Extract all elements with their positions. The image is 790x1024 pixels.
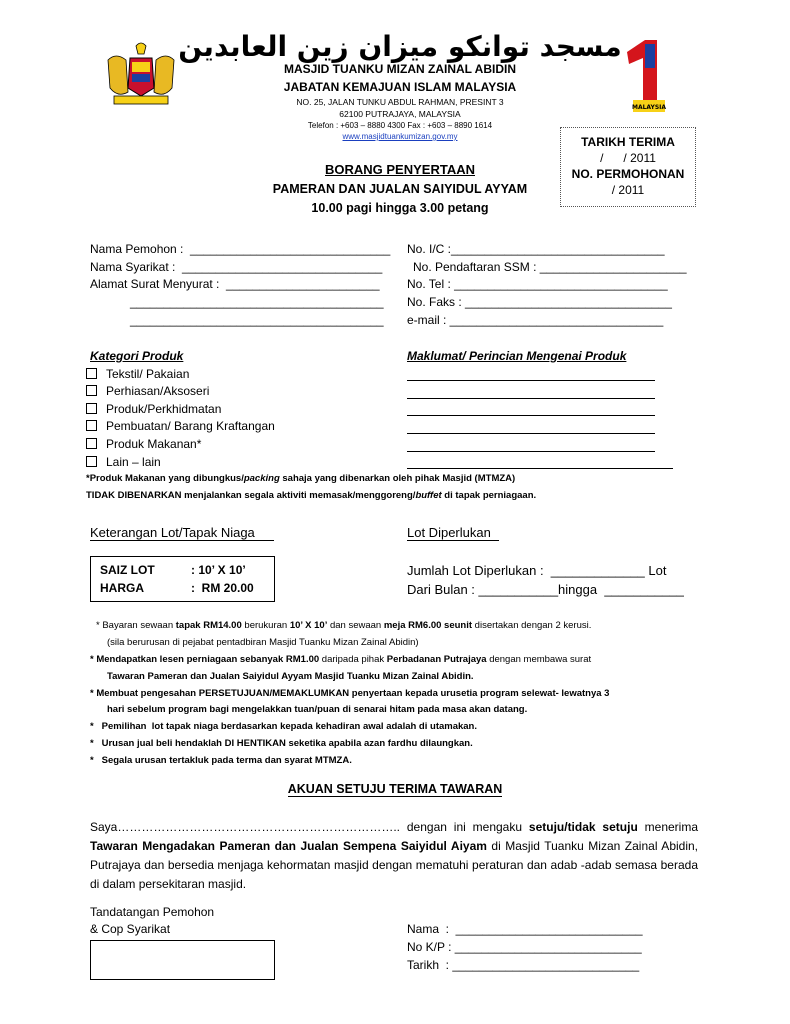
maklumat-line[interactable] <box>407 398 655 399</box>
address-line-2: 62100 PUTRAJAYA, MALAYSIA <box>339 109 461 119</box>
jumlah-lot-field[interactable]: Jumlah Lot Diperlukan : _____________ Lot <box>407 563 667 578</box>
checkbox-icon[interactable] <box>86 420 97 431</box>
kategori-item[interactable] <box>86 455 161 469</box>
checkbox-icon[interactable] <box>86 438 97 449</box>
sig-label-2: & Cop Syarikat <box>90 922 171 936</box>
signature-box[interactable] <box>90 940 275 980</box>
address-line-1: NO. 25, JALAN TUNKU ABDUL RAHMAN, PRESINT 3 <box>296 97 504 107</box>
kategori-label: Lain – lain <box>106 455 161 469</box>
note-lesen: * Mendapatkan lesen perniagaan sebanyak RM1.00 daripada pihak Perbadanan Putrajaya dengan membawa surat <box>90 654 592 665</box>
note-pengesahan: * Membuat pengesahan PERSETUJUAN/MEMAKLUMKAN penyertaan kepada urusetia program selewat- lewatnya 3 <box>90 688 610 699</box>
nama-syarikat-field[interactable]: Nama Syarikat : ______________________________ <box>90 260 383 274</box>
alamat-field[interactable]: Alamat Surat Menyurat : _______________________ <box>90 277 380 291</box>
1malaysia-logo-icon <box>615 38 670 123</box>
note-lesen-2: Tawaran Pameran dan Jualan Saiyidul Ayyam Masjid Tuanku Mizan Zainal Abidin. <box>107 671 474 682</box>
ssm-field[interactable]: No. Pendaftaran SSM : ______________________ <box>413 260 687 274</box>
kategori-label: Produk Makanan* <box>106 437 202 451</box>
lot-needed-heading: Lot Diperlukan <box>407 525 499 541</box>
food-note-2: TIDAK DIBENARKAN menjalankan segala aktiviti memasak/menggoreng/buffet di tapak perniagaan. <box>86 490 537 501</box>
kategori-item[interactable] <box>86 384 209 398</box>
nama-pemohon-field[interactable]: Nama Pemohon : ______________________________ <box>90 242 391 256</box>
lot-size-box <box>90 556 275 602</box>
saiz-lot-value: : 10’ X 10’ <box>191 563 246 577</box>
maklumat-line[interactable] <box>407 451 655 452</box>
jawi-title-text: مسجد توانکو ميزان زين العابدين <box>178 30 622 63</box>
no-permohonan-value[interactable]: / 2011 <box>611 183 645 197</box>
akuan-heading: AKUAN SETUJU TERIMA TAWARAN <box>287 782 503 796</box>
maklumat-line[interactable] <box>407 380 655 381</box>
kategori-label: Produk/Perkhidmatan <box>106 402 222 416</box>
checkbox-icon[interactable] <box>86 385 97 396</box>
form-title: BORANG PENYERTAAN <box>325 162 475 177</box>
note-pengesahan-2: hari sebelum program bagi mengelakkan tuan/puan di senarai hitam pada masa akan datang. <box>107 704 528 715</box>
kategori-heading: Kategori Produk <box>90 349 184 363</box>
maklumat-heading: Maklumat/ Perincian Mengenai Produk <box>407 349 627 363</box>
kp-field[interactable]: No K/P : ____________________________ <box>407 940 642 954</box>
tarikh-terima-label: TARIKH TERIMA <box>581 135 675 149</box>
maklumat-line[interactable] <box>407 433 655 434</box>
checkbox-icon[interactable] <box>86 456 97 467</box>
note-bayaran-2: (sila berurusan di pejabat pentadbiran Masjid Tuanku Mizan Zainal Abidin) <box>107 637 419 648</box>
kategori-label: Tekstil/ Pakaian <box>106 367 190 381</box>
alamat-line-3[interactable]: ______________________________________ <box>130 313 384 327</box>
food-note-1: *Produk Makanan yang dibungkus/packing sahaja yang dibenarkan oleh pihak Masjid (MTMZA) <box>86 473 516 484</box>
tarikh-terima-value[interactable]: / / 2011 <box>600 151 656 165</box>
logo1-caption: MALAYSIA <box>631 104 667 111</box>
tarikh-field[interactable]: Tarikh : ____________________________ <box>407 958 640 972</box>
kategori-item[interactable] <box>86 437 201 451</box>
event-title: PAMERAN DAN JUALAN SAIYIDUL AYYAM <box>272 182 528 196</box>
tel-field[interactable]: No. Tel : ________________________________ <box>407 277 668 291</box>
kategori-item[interactable] <box>86 402 221 416</box>
note-urusan: * Urusan jual beli hendaklah DI HENTIKAN seketika apabila azan fardhu dilaungkan. <box>90 738 473 749</box>
harga-value: : RM 20.00 <box>191 581 254 595</box>
ic-field[interactable]: No. I/C :________________________________ <box>407 242 665 256</box>
lot-info-heading: Keterangan Lot/Tapak Niaga <box>90 525 274 541</box>
dari-bulan-field[interactable]: Dari Bulan : ___________hingga ___________ <box>407 582 684 597</box>
nama-field[interactable]: Nama : ____________________________ <box>407 922 643 936</box>
note-pemilihan: * Pemilihan lot tapak niaga berdasarkan kepada kehadiran awal adalah di utamakan. <box>90 721 478 732</box>
website-link[interactable]: www.masjidtuankumizan.gov.my <box>342 132 458 141</box>
note-bayaran: * Bayaran sewaan tapak RM14.00 berukuran 10’ X 10’ dan sewaan meja RM6.00 seunit disertakan dengan 2 kerusi. <box>96 620 592 631</box>
checkbox-icon[interactable] <box>86 368 97 379</box>
event-time: 10.00 pagi hingga 3.00 petang <box>311 201 489 215</box>
email-field[interactable]: e-mail : ________________________________ <box>407 313 664 327</box>
maklumat-line[interactable] <box>407 415 655 416</box>
department-name: JABATAN KEMAJUAN ISLAM MALAYSIA <box>283 80 517 94</box>
jawi-calligraphy-title <box>178 22 622 66</box>
kategori-label: Pembuatan/ Barang Kraftangan <box>106 419 275 433</box>
mosque-name: MASJID TUANKU MIZAN ZAINAL ABIDIN <box>284 62 516 76</box>
kategori-item[interactable] <box>86 367 189 381</box>
saiz-lot-label: SAIZ LOT <box>100 563 155 577</box>
alamat-line-2[interactable]: ______________________________________ <box>130 295 384 309</box>
checkbox-icon[interactable] <box>86 403 97 414</box>
note-terma: * Segala urusan tertakluk pada terma dan syarat MTMZA. <box>90 755 352 766</box>
kategori-label: Perhiasan/Aksoseri <box>106 384 210 398</box>
kategori-item[interactable] <box>86 419 275 433</box>
no-permohonan-label: NO. PERMOHONAN <box>571 167 685 181</box>
maklumat-line[interactable] <box>407 468 673 469</box>
phone-fax: Telefon : +603 – 8880 4300 Fax : +603 – 8890 1614 <box>307 121 493 130</box>
akuan-paragraph: Saya…………………………………………………………….. dengan ini mengaku setuju/tidak setuju menerima Tawaran Mengadakan Pameran dan Jualan Sempena Saiyidul Aiyam di Masjid Tuanku Mizan Zainal Abidin, Putrajaya dan bersedia menjaga kehormatan masjid dengan mematuhi peraturan dan adab -adab semasa berada di dalam persekitaran masjid. <box>90 820 699 891</box>
harga-label: HARGA <box>100 581 144 595</box>
sig-label-1: Tandatangan Pemohon <box>90 905 215 919</box>
faks-field[interactable]: No. Faks : _______________________________ <box>407 295 672 309</box>
akuan-heading-wrap <box>0 782 790 796</box>
coat-of-arms-icon <box>100 40 182 106</box>
